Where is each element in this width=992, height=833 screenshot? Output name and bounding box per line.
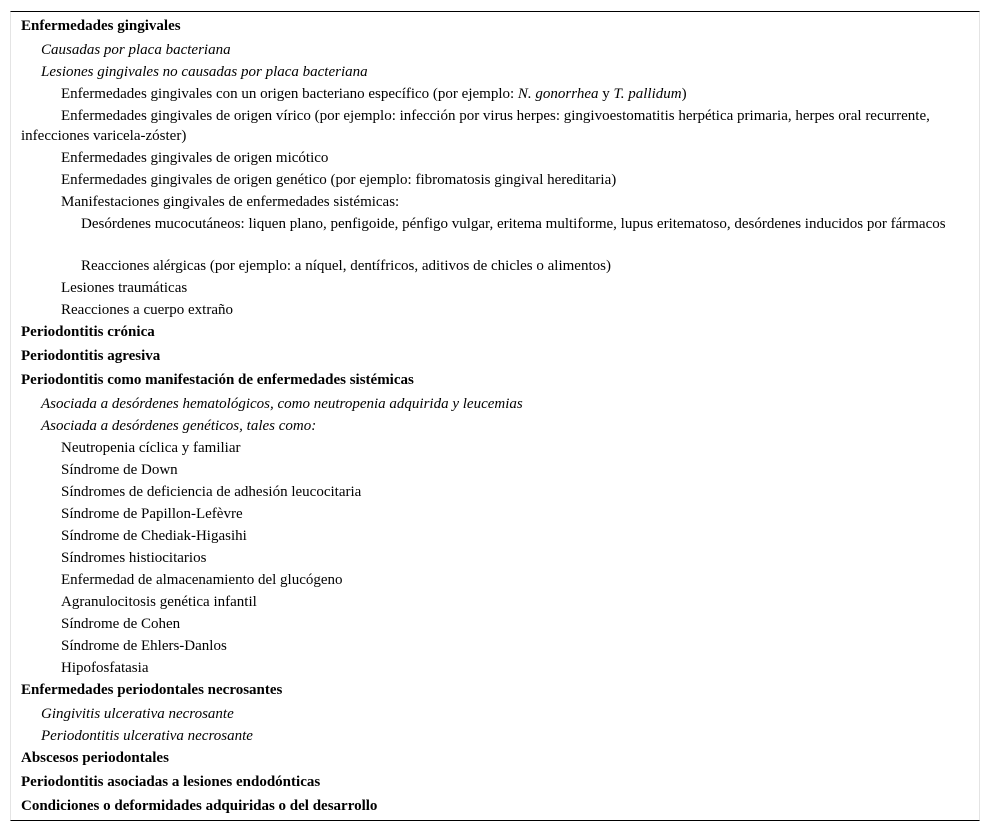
- row-text: Periodontitis ulcerativa necrosante: [41, 728, 253, 744]
- table-row: [11, 169, 979, 191]
- row-text: Periodontitis crónica: [21, 324, 155, 340]
- row-text: Periodontitis como manifestación de enfermedades sistémicas: [21, 372, 414, 388]
- row-text: Enfermedades periodontales necrosantes: [21, 682, 283, 698]
- table-row: [11, 321, 979, 345]
- table-row: [11, 83, 979, 105]
- table-row: [11, 277, 979, 299]
- table-row: [11, 503, 979, 525]
- row-text: Síndromes de deficiencia de adhesión leucocitaria: [61, 484, 362, 500]
- table-row: [11, 369, 979, 393]
- table-row: [11, 61, 979, 83]
- table-row: [11, 15, 979, 39]
- row-text: ): [681, 86, 687, 102]
- row-text: y: [598, 86, 614, 102]
- row-text: Enfermedades gingivales de origen micótico: [61, 150, 329, 166]
- row-text: Síndrome de Ehlers-Danlos: [61, 638, 227, 654]
- row-text: Condiciones o deformidades adquiridas o del desarrollo: [21, 798, 378, 814]
- table-row: [11, 795, 979, 819]
- table-row: [11, 569, 979, 591]
- table-row: [11, 703, 979, 725]
- table-row: [11, 255, 979, 277]
- table-row: [11, 679, 979, 703]
- row-text: Desórdenes mucocutáneos: liquen plano, penfigoide, pénfigo vulgar, eritema multiforme, lupus eritematoso, desórdenes inducidos por fármacos: [81, 216, 946, 232]
- table-row: [11, 415, 979, 437]
- table-row: [11, 591, 979, 613]
- row-text: Síndromes histiocitarios: [61, 550, 207, 566]
- table-row: [11, 481, 979, 503]
- table-row: [11, 345, 979, 369]
- table-row: [11, 105, 979, 147]
- table-row: [11, 657, 979, 679]
- row-text: Reacciones a cuerpo extraño: [61, 302, 233, 318]
- table-rows: [11, 15, 979, 819]
- row-text: Agranulocitosis genética infantil: [61, 594, 257, 610]
- row-text: T. pallidum: [613, 86, 682, 102]
- row-text: Manifestaciones gingivales de enfermedades sistémicas:: [61, 194, 400, 210]
- row-text: Periodontitis agresiva: [21, 348, 161, 364]
- table-row: [11, 547, 979, 569]
- row-text: Asociada a desórdenes hematológicos, como neutropenia adquirida y leucemias: [41, 396, 523, 412]
- table-row: [11, 725, 979, 747]
- row-text: Síndrome de Cohen: [61, 616, 181, 632]
- row-text: Lesiones gingivales no causadas por placa bacteriana: [41, 64, 368, 80]
- row-text: Reacciones alérgicas (por ejemplo: a níquel, dentífricos, aditivos de chicles o alimentos): [81, 258, 611, 274]
- table-row: [11, 525, 979, 547]
- row-text: Lesiones traumáticas: [61, 280, 188, 296]
- table-row: [11, 747, 979, 771]
- row-text: Causadas por placa bacteriana: [41, 42, 231, 58]
- row-text: Neutropenia cíclica y familiar: [61, 440, 241, 456]
- row-text: Enfermedades gingivales con un origen bacteriano específico (por ejemplo:: [61, 86, 518, 102]
- row-text: Síndrome de Chediak-Higasihi: [61, 528, 247, 544]
- table-row: [11, 147, 979, 169]
- table-row: [11, 613, 979, 635]
- row-text: Enfermedades gingivales de origen vírico (por ejemplo: infección por virus herpes: gingivoestomatitis herpética primaria, herpes oral recurrente, infecciones varicela-zóster): [21, 108, 930, 144]
- row-text: N. gonorrhea: [517, 86, 599, 102]
- table-row: [11, 635, 979, 657]
- classification-table: [10, 11, 980, 821]
- table-row: [11, 771, 979, 795]
- row-text: Síndrome de Down: [61, 462, 178, 478]
- row-text: Síndrome de Papillon-Lefèvre: [61, 506, 243, 522]
- row-text: Periodontitis asociadas a lesiones endodónticas: [21, 774, 321, 790]
- table-row: [11, 393, 979, 415]
- row-text: Asociada a desórdenes genéticos, tales como:: [41, 418, 317, 434]
- row-text: Abscesos periodontales: [21, 750, 169, 766]
- table-row: [11, 299, 979, 321]
- table-row: [11, 213, 979, 255]
- table-row: [11, 191, 979, 213]
- row-text: Enfermedades gingivales: [21, 18, 181, 34]
- row-text: Enfermedades gingivales de origen genético (por ejemplo: fibromatosis gingival hereditaria): [61, 172, 617, 188]
- row-text: Gingivitis ulcerativa necrosante: [41, 706, 234, 722]
- table-row: [11, 437, 979, 459]
- table-row: [11, 459, 979, 481]
- row-text: Enfermedad de almacenamiento del glucógeno: [61, 572, 343, 588]
- table-row: [11, 39, 979, 61]
- row-text: Hipofosfatasia: [61, 660, 149, 676]
